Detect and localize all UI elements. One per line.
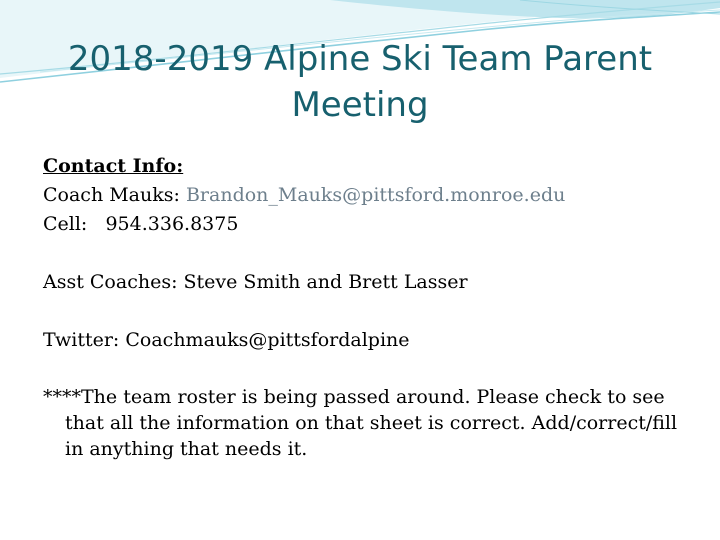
coach-label: Coach Mauks: <box>43 184 186 206</box>
slide-title: 2018-2019 Alpine Ski Team Parent Meeting <box>67 39 653 125</box>
roster-note: ****The team roster is being passed around. Please check to see that all the information on that sheet is correct. Add/correct/fill in anything that needs it. <box>43 386 678 460</box>
asst-coaches: Asst Coaches: Steve Smith and Brett Lasser <box>43 271 468 293</box>
coach-line <box>43 181 693 210</box>
contact-heading: Contact Info: <box>43 155 184 177</box>
coach-email-link[interactable]: Brandon_Mauks@pittsford.monroe.edu <box>185 184 566 206</box>
spacer <box>43 355 693 384</box>
spacer <box>43 239 693 268</box>
spacer <box>43 297 693 326</box>
slide-body <box>43 152 693 462</box>
cell-number: 954.336.8375 <box>105 213 239 235</box>
twitter-handle: Twitter: Coachmauks@pittsfordalpine <box>43 329 410 351</box>
cell-label: Cell: <box>43 213 88 235</box>
cell-line <box>43 210 693 239</box>
